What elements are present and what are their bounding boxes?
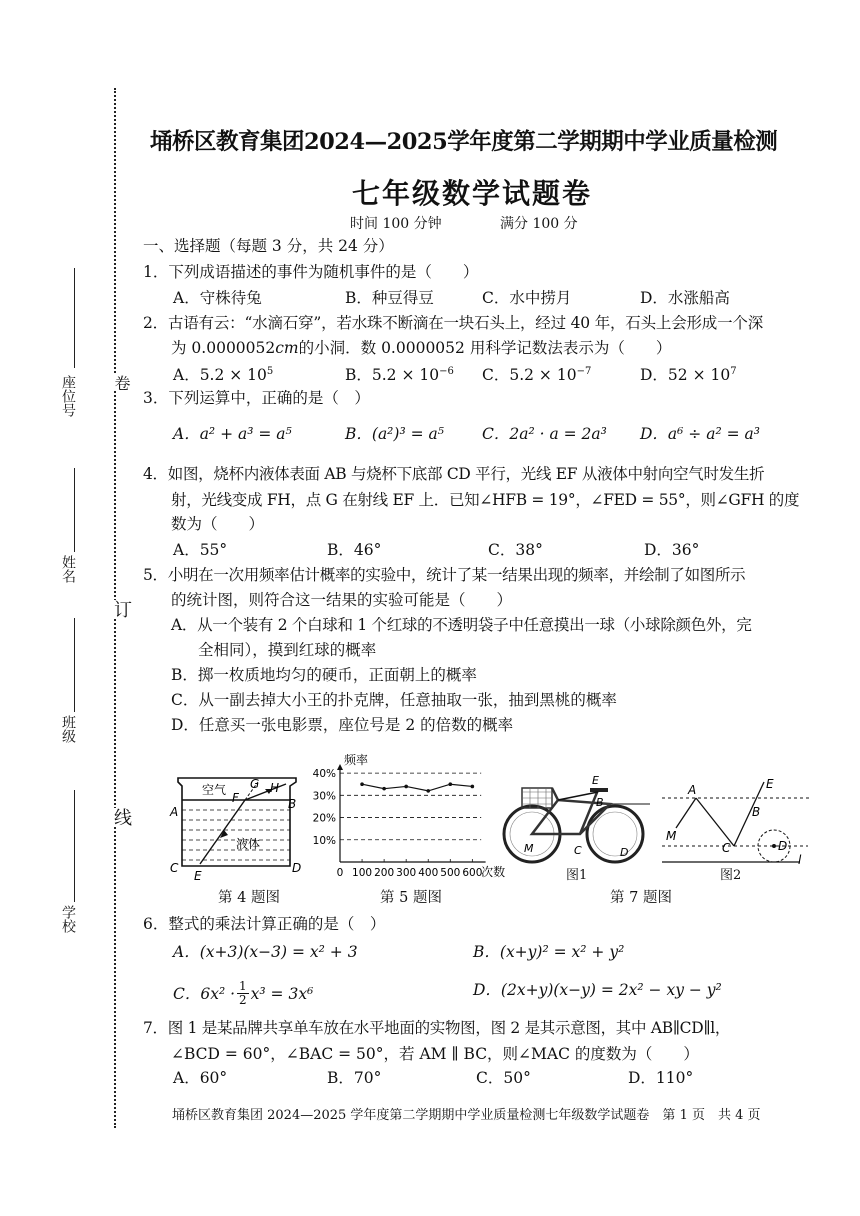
q7-line2: ∠BCD = 60°，∠BAC = 50°，若 AM ∥ BC，则∠MAC 的度数为（ ） bbox=[171, 1045, 699, 1063]
q4-option-c[interactable]: C．38° bbox=[488, 541, 543, 559]
class-label: 班级 bbox=[60, 715, 76, 743]
figure-7-diagram bbox=[660, 770, 810, 870]
q2-option-d[interactable] bbox=[640, 362, 737, 385]
fig7-label-a: A bbox=[688, 783, 697, 797]
fig5-ytick-label: 40% bbox=[312, 768, 336, 781]
binding-mark-ding: 订 bbox=[108, 600, 134, 618]
fig7-photo-label-m: M bbox=[524, 842, 534, 855]
fig5-xtick-label: 300 bbox=[396, 867, 417, 879]
q7-option-a[interactable]: A．60° bbox=[173, 1069, 228, 1087]
q2-b-exp: −6 bbox=[439, 366, 454, 377]
q2-c-text: C．5.2 × 10 bbox=[482, 366, 577, 385]
name-label: 姓名 bbox=[60, 555, 76, 583]
page-footer: 埇桥区教育集团 2024—2025 学年度第二学期期中学业质量检测七年级数学试题卷 第 1 页 共 4 页 bbox=[172, 1108, 761, 1123]
fig7-label-l: l bbox=[798, 853, 802, 867]
class-field[interactable] bbox=[74, 618, 75, 712]
q2-line1: 2．古语有云：“水滴石穿”，若水珠不断滴在一块石头上，经过 40 年，石头上会形成一个深 bbox=[143, 314, 763, 332]
fig4-label-d: D bbox=[292, 861, 302, 875]
fig5-ytick-label: 30% bbox=[312, 790, 336, 803]
q2-line2-b: 的小洞．数 0.0000052 用科学记数法表示为（ ） bbox=[298, 339, 672, 357]
fig5-xlabel: 次数 bbox=[481, 865, 506, 879]
fig4-label-a: A bbox=[170, 805, 179, 819]
fig7-photo-label-e: E bbox=[592, 774, 599, 787]
q1-option-c[interactable]: C．水中捞月 bbox=[482, 289, 572, 307]
fig5-data-point bbox=[471, 785, 475, 789]
fig5-xtick-label: 200 bbox=[374, 867, 395, 879]
q7-line1: 7．图 1 是某品牌共享单车放在水平地面的实物图，图 2 是其示意图，其中 AB∥CD∥l， bbox=[143, 1019, 731, 1037]
q4-option-a[interactable]: A．55° bbox=[173, 541, 228, 559]
q6-option-b[interactable]: B．(x+y)² = x² + y² bbox=[473, 943, 625, 961]
seat-field[interactable] bbox=[74, 268, 75, 368]
fig7-label-b: B bbox=[752, 805, 761, 819]
q2-line2-cm: cm bbox=[275, 339, 299, 357]
fig5-data-point bbox=[426, 789, 430, 793]
q6-c-den: 2 bbox=[239, 993, 247, 1007]
fig7-label-d: D bbox=[778, 839, 788, 853]
q5-option-a-line2: 全相同），摸到红球的概率 bbox=[198, 641, 377, 659]
fig5-data-point bbox=[404, 785, 408, 789]
q4-line1: 4．如图，烧杯内液体表面 AB 与烧杯下底部 CD 平行，光线 EF 从液体中射向空气时发生折 bbox=[143, 465, 765, 483]
q1-option-b[interactable]: B．种豆得豆 bbox=[345, 289, 434, 307]
fig5-data-point bbox=[360, 782, 364, 786]
q7-option-d[interactable]: D．110° bbox=[628, 1069, 694, 1087]
q5-option-a-line1[interactable]: A．从一个装有 2 个白球和 1 个红球的不透明袋子中任意摸出一球（小球除颜色外，完 bbox=[171, 616, 752, 634]
q2-option-a[interactable] bbox=[173, 362, 273, 385]
fig5-xtick-label: 100 bbox=[352, 867, 373, 879]
q2-b-text: B．5.2 × 10 bbox=[345, 366, 440, 385]
school-field[interactable] bbox=[74, 790, 75, 902]
q6-option-a[interactable]: A．(x+3)(x−3) = x² + 3 bbox=[173, 943, 358, 961]
q5-option-c[interactable]: C．从一副去掉大小王的扑克牌，任意抽取一张，抽到黑桃的概率 bbox=[171, 691, 617, 709]
fig4-label-b: B bbox=[288, 797, 297, 811]
fig5-data-point bbox=[382, 787, 386, 791]
school-label: 学校 bbox=[60, 905, 76, 933]
q6-c-fraction bbox=[237, 980, 249, 1007]
fig7-caption: 第 7 题图 bbox=[610, 890, 672, 906]
binding-mark-xian: 线 bbox=[108, 808, 134, 826]
fig7-photo-label-c: C bbox=[574, 844, 582, 857]
q7-option-b[interactable]: B．70° bbox=[327, 1069, 382, 1087]
fig4-air-label: 空气 bbox=[202, 783, 227, 797]
fig5-ytick-label: 10% bbox=[312, 834, 336, 847]
fig4-label-e: E bbox=[194, 869, 202, 883]
q5-option-d[interactable]: D．任意买一张电影票，座位号是 2 的倍数的概率 bbox=[171, 716, 514, 734]
q5-option-b[interactable]: B．掷一枚质地均匀的硬币，正面朝上的概率 bbox=[171, 666, 477, 684]
q5-line2: 的统计图，则符合这一结果的实验可能是（ ） bbox=[171, 591, 513, 609]
q6-c-post: x³ = 3x⁶ bbox=[250, 984, 314, 1003]
fig5-caption: 第 5 题图 bbox=[380, 890, 442, 906]
q2-d-exp: 7 bbox=[730, 366, 737, 377]
fig5-series-line bbox=[362, 784, 472, 791]
q4-line2: 射，光线变成 FH，点 G 在射线 EF 上．已知∠HFB = 19°，∠FED = 55°，则∠GFH 的度 bbox=[171, 491, 800, 509]
q7-option-c[interactable]: C．50° bbox=[476, 1069, 531, 1087]
fig7-label-c: C bbox=[722, 841, 731, 855]
fig5-y-arrow bbox=[337, 764, 343, 770]
fig4-label-f: F bbox=[232, 791, 239, 805]
q2-option-b[interactable] bbox=[345, 362, 454, 385]
q1-stem: 1．下列成语描述的事件为随机事件的是（ ） bbox=[143, 263, 479, 281]
exam-score: 满分 100 分 bbox=[500, 216, 578, 232]
exam-title: 埇桥区教育集团2024—2025学年度第二学期期中学业质量检测 bbox=[150, 129, 778, 155]
fig7-fig2-label: 图2 bbox=[720, 868, 742, 883]
fig5-series bbox=[360, 782, 474, 792]
q3-option-b[interactable]: B．(a²)³ = a⁵ bbox=[345, 425, 444, 443]
q6-c-pre: C．6x² · bbox=[173, 984, 236, 1003]
q3-stem: 3．下列运算中，正确的是（ ） bbox=[143, 389, 370, 407]
q5-line1: 5．小明在一次用频率估计概率的实验中，统计了某一结果出现的频率，并绘制了如图所示 bbox=[143, 566, 746, 584]
fig4-label-h: H bbox=[270, 781, 280, 795]
q4-line3: 数为（ ） bbox=[171, 515, 265, 533]
q2-line2-a: 为 0.0000052 bbox=[171, 339, 276, 357]
section-choice-title: 一、选择题（每题 3 分，共 24 分） bbox=[143, 237, 394, 255]
fig5-ylabel: 频率 bbox=[344, 753, 369, 767]
q3-option-a[interactable]: A．a² + a³ = a⁵ bbox=[173, 425, 292, 443]
q3-option-c[interactable]: C．2a² · a = 2a³ bbox=[482, 425, 607, 443]
name-field[interactable] bbox=[74, 468, 75, 552]
q2-a-text: A．5.2 × 10 bbox=[173, 366, 267, 385]
binding-mark-juan: 卷 bbox=[112, 375, 131, 391]
fig7-label-e: E bbox=[766, 777, 774, 791]
q6-c-num: 1 bbox=[239, 979, 247, 993]
fig5-data-point bbox=[448, 782, 452, 786]
q2-line2 bbox=[171, 338, 671, 358]
exam-time: 时间 100 分钟 bbox=[350, 216, 442, 232]
q3-option-d[interactable]: D．a⁶ ÷ a² = a³ bbox=[640, 425, 760, 443]
seat-label: 座位号 bbox=[60, 375, 76, 417]
fig4-caption: 第 4 题图 bbox=[218, 890, 280, 906]
q6-option-d[interactable]: D．(2x+y)(x−y) = 2x² − xy − y² bbox=[473, 981, 722, 999]
fig7-photo-label-d: D bbox=[620, 846, 629, 859]
q4-option-d[interactable]: D．36° bbox=[644, 541, 700, 559]
fig5-xtick-label: 0 bbox=[336, 867, 344, 879]
figure-4 bbox=[168, 764, 308, 882]
figure-7-bike-photo bbox=[500, 770, 650, 870]
fig4-label-g: G bbox=[250, 777, 260, 791]
fig4-label-c: C bbox=[170, 861, 179, 875]
fig5-xtick-label: 600 bbox=[462, 867, 483, 879]
fig7-photo-label-b: B bbox=[596, 796, 604, 809]
q1-option-d[interactable]: D．水涨船高 bbox=[640, 289, 730, 307]
fig7-fig1-label: 图1 bbox=[566, 868, 588, 883]
q6-stem: 6．整式的乘法计算正确的是（ ） bbox=[143, 915, 386, 933]
q6-option-c[interactable] bbox=[173, 980, 313, 1007]
q2-d-text: D．52 × 10 bbox=[640, 366, 731, 385]
q1-option-a[interactable]: A．守株待兔 bbox=[173, 289, 262, 307]
fig5-ytick-label: 20% bbox=[312, 812, 336, 825]
fig5-xtick-label: 500 bbox=[440, 867, 461, 879]
q2-option-c[interactable] bbox=[482, 362, 591, 385]
figure-5-frequency-chart bbox=[300, 752, 506, 884]
q2-a-exp: 5 bbox=[266, 366, 274, 377]
fig4-liquid-label: 液体 bbox=[236, 837, 261, 851]
q2-c-exp: −7 bbox=[576, 366, 592, 377]
exam-subtitle: 七年级数学试题卷 bbox=[352, 177, 593, 210]
fig5-xtick-label: 400 bbox=[418, 867, 439, 879]
q4-option-b[interactable]: B．46° bbox=[327, 541, 382, 559]
fig7-label-m: M bbox=[666, 829, 677, 843]
